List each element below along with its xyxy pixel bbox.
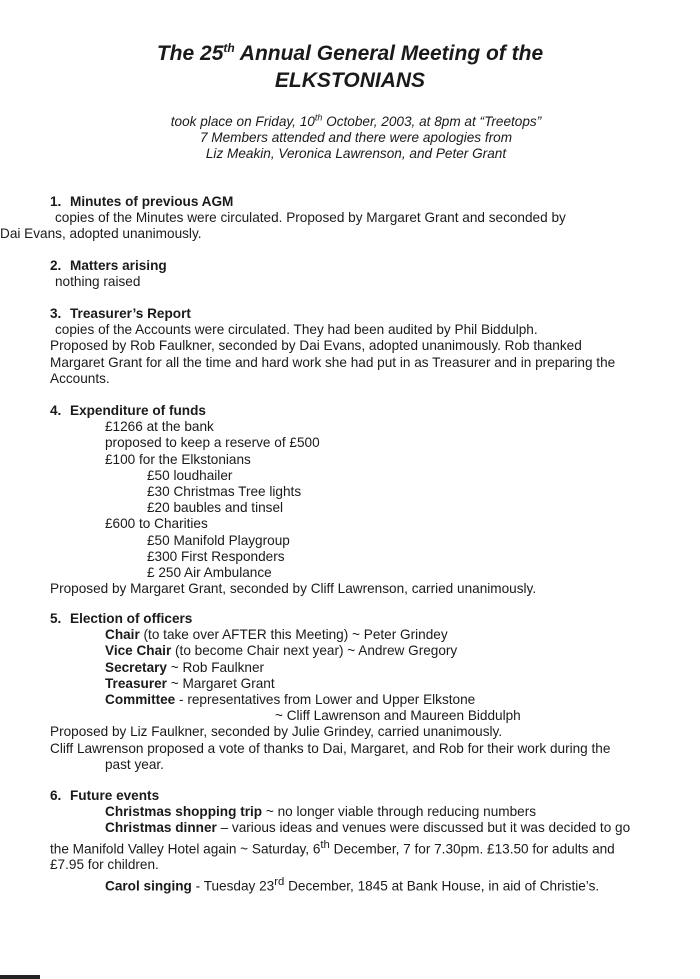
expenditure-subitem: £ 250 Air Ambulance [147,565,272,581]
officer-chair: Chair (to take over AFTER this Meeting) ~ Peter Grindey [105,627,448,643]
body-line: Accounts. [50,370,110,386]
expenditure-item: £100 for the Elkstonians [105,451,251,467]
body-line: Dai Evans, adopted unanimously. [0,226,202,242]
event-christmas-dinner: Christmas dinner – various ideas and venues were discussed but it was decided to go [105,820,631,836]
officer-treasurer: Treasurer ~ Margaret Grant [105,675,275,691]
officer-vice-chair: Vice Chair (to become Chair next year) ~ Andrew Gregory [105,643,458,659]
section-expenditure [50,403,670,597]
expenditure-subitem: £20 baubles and tinsel [147,500,284,516]
body-line: nothing raised [55,274,141,290]
intro-line-1: took place on Friday, 10th October, 2003, at 8pm at “Treetops” [170,112,542,129]
body-line: past year. [105,756,164,772]
body-line: Margaret Grant for all the time and hard work she had put in as Treasurer and in preparing the [50,354,616,370]
officer-committee: Committee - representatives from Lower and Upper Elkstone [105,692,476,708]
section-heading: 6. Future events [50,788,160,803]
intro-line-2: 7 Members attended and there were apologies from [199,130,513,146]
expenditure-subitem: £50 Manifold Playgroup [147,532,290,548]
officer-secretary: Secretary ~ Rob Faulkner [105,659,265,675]
expenditure-subitem: £50 loudhailer [147,467,233,483]
title-line-2: ELKSTONIANS [274,69,426,92]
intro-line-3: Liz Meakin, Veronica Lawrenson, and Peter Grant [205,146,507,162]
section-treasurers-report [50,306,670,387]
body-line: Proposed by Margaret Grant, seconded by Cliff Lawrenson, carried unanimously. [50,581,537,597]
expenditure-subitem: £300 First Responders [147,548,285,564]
committee-members: ~ Cliff Lawrenson and Maureen Biddulph [275,708,521,724]
body-line: the Manifold Valley Hotel again ~ Saturday, 6th December, 7 for 7.30pm. £13.50 for adults and [50,838,615,857]
section-minutes [0,194,670,243]
scan-edge-mark [0,975,40,979]
expenditure-item: £600 to Charities [105,516,208,532]
expenditure-item: proposed to keep a reserve of £500 [105,435,320,451]
body-line: copies of the Minutes were circulated. Proposed by Margaret Grant and seconded by [55,210,566,226]
body-line: Cliff Lawrenson proposed a vote of thanks to Dai, Margaret, and Rob for their work during the [50,740,611,756]
meeting-intro [0,114,700,163]
event-shopping-trip: Christmas shopping trip ~ no longer viable through reducing numbers [105,804,537,820]
document-title [0,40,700,94]
body-line: copies of the Accounts were circulated. They had been audited by Phil Biddulph. [55,322,538,338]
title-line-1: The 25th Annual General Meeting of the [156,41,544,65]
section-future-events [50,788,670,894]
expenditure-item: £1266 at the bank [105,419,214,435]
section-heading: 3. Treasurer’s Report [50,306,191,321]
body-line: Proposed by Liz Faulkner, seconded by Julie Grindey, carried unanimously. [50,724,503,740]
expenditure-subitem: £30 Christmas Tree lights [147,484,302,500]
section-heading: 2. Matters arising [50,258,167,273]
section-heading: 5. Election of officers [50,611,193,626]
body-line: Proposed by Rob Faulkner, seconded by Dai Evans, adopted unanimously. Rob thanked [50,338,582,354]
section-heading: 1. Minutes of previous AGM [50,194,234,209]
section-election-of-officers [50,611,670,773]
event-carol-singing: Carol singing - Tuesday 23rd December, 1845 at Bank House, in aid of Christie’s. [105,875,600,894]
body-line: £7.95 for children. [50,857,159,873]
section-matters-arising [50,258,670,290]
section-heading: 4. Expenditure of funds [50,403,206,418]
